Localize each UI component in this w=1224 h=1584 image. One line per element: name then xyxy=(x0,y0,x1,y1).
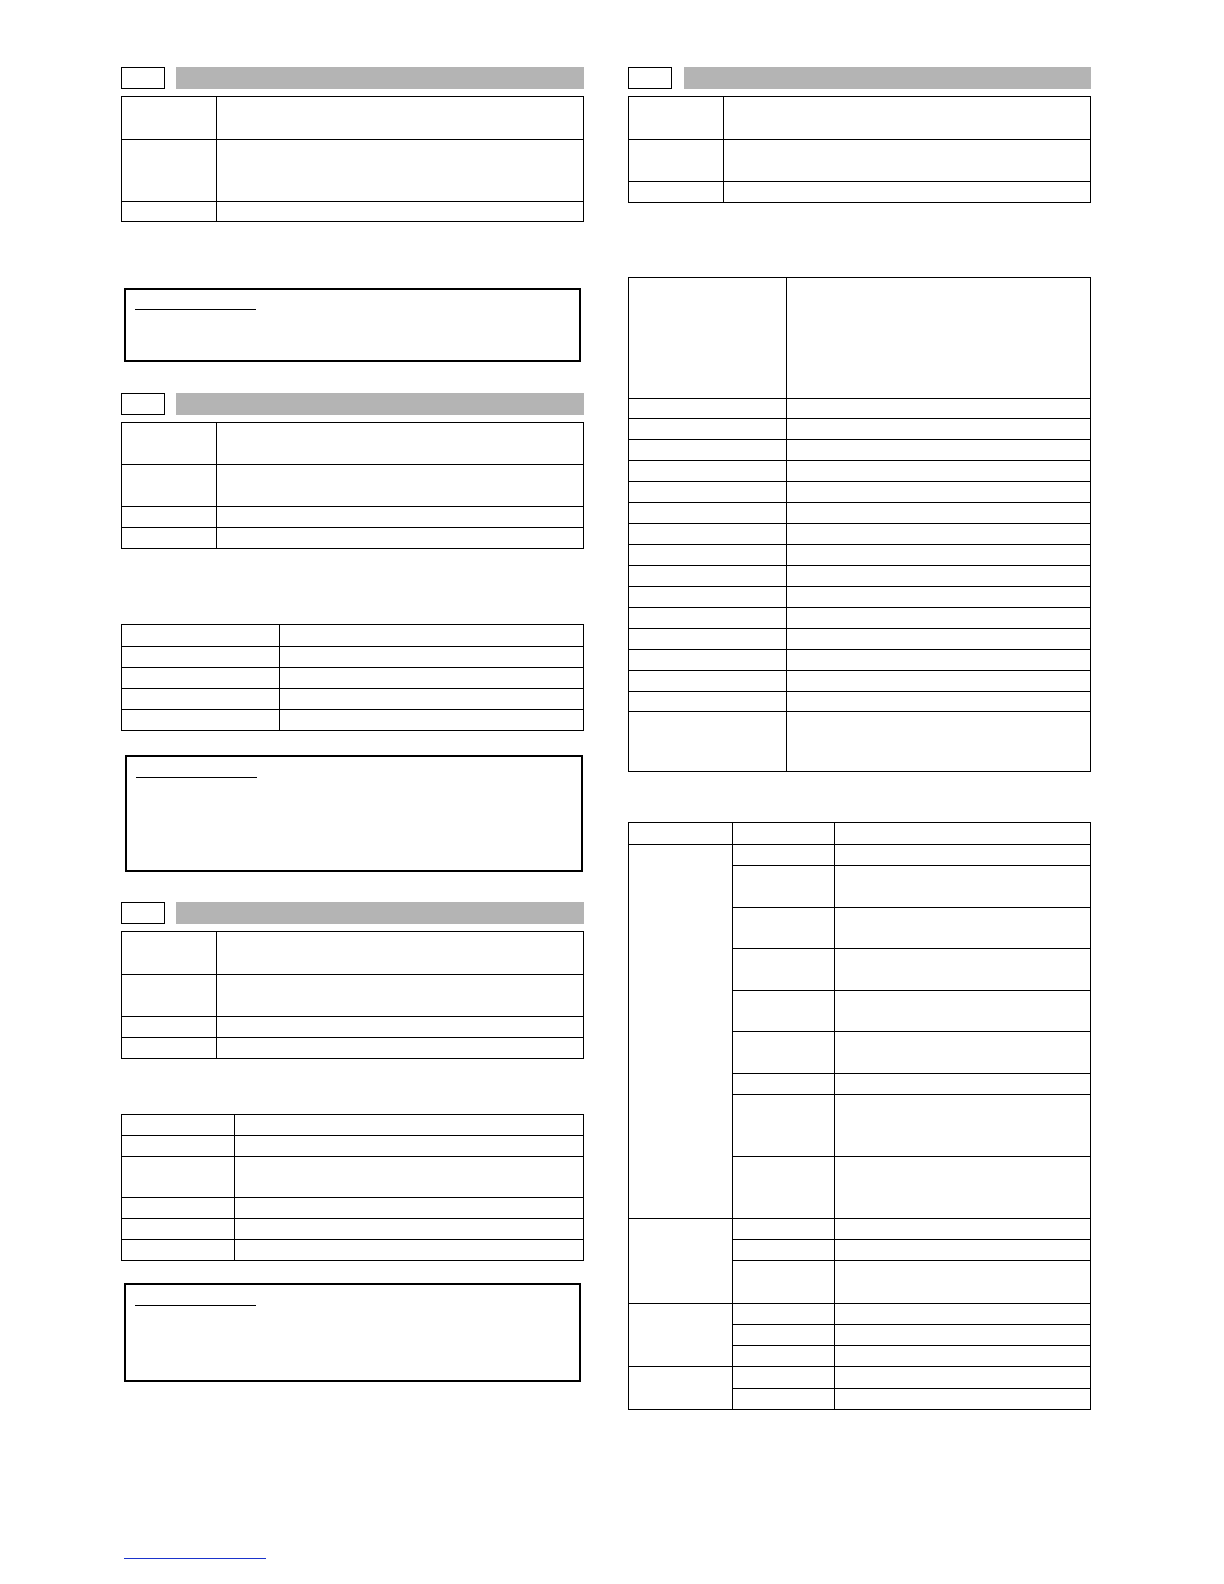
table-row xyxy=(629,545,1091,566)
item-list-table xyxy=(628,277,1091,772)
table-row xyxy=(629,419,1091,440)
note-box xyxy=(124,288,581,362)
table-row xyxy=(629,566,1091,587)
note-heading-rule xyxy=(135,309,256,310)
note-box xyxy=(124,1283,581,1382)
table-row xyxy=(122,202,584,222)
table-row xyxy=(629,845,1091,866)
table-row xyxy=(122,932,584,975)
table-row xyxy=(122,140,584,202)
table-row xyxy=(629,1304,1091,1325)
table-row xyxy=(629,482,1091,503)
table-row xyxy=(122,465,584,507)
table-row xyxy=(629,182,1091,203)
table-row xyxy=(122,1240,584,1261)
table-row xyxy=(629,692,1091,712)
detail-table xyxy=(628,822,1091,1410)
table-row xyxy=(122,423,584,465)
note-heading-rule xyxy=(136,777,257,778)
table-row xyxy=(122,689,584,710)
table-row xyxy=(122,625,584,647)
table-row xyxy=(629,1219,1091,1240)
section-info-table xyxy=(121,96,584,222)
table-row xyxy=(629,140,1091,182)
section-code-box xyxy=(121,902,165,924)
note-heading-rule xyxy=(135,1305,256,1306)
table-row xyxy=(122,1115,584,1136)
table-row xyxy=(629,524,1091,545)
table-row xyxy=(122,975,584,1017)
table-row xyxy=(629,440,1091,461)
table-row xyxy=(629,97,1091,140)
table-row xyxy=(629,671,1091,692)
table-row xyxy=(122,1017,584,1038)
section-title-bar xyxy=(176,393,584,415)
table-row xyxy=(122,668,584,689)
table-row xyxy=(122,647,584,668)
note-box xyxy=(125,755,583,872)
table-row xyxy=(629,587,1091,608)
table-row xyxy=(122,710,584,731)
table-row xyxy=(629,823,1091,845)
table-row xyxy=(122,1038,584,1059)
table-row xyxy=(629,503,1091,524)
table-row xyxy=(629,608,1091,629)
table-row xyxy=(629,399,1091,419)
setting-table xyxy=(121,624,584,731)
table-row xyxy=(629,650,1091,671)
section-title-bar xyxy=(176,67,584,89)
table-row xyxy=(122,1219,584,1240)
section-code-box xyxy=(628,67,672,89)
section-info-table xyxy=(628,96,1091,203)
table-row xyxy=(629,629,1091,650)
footer-link[interactable] xyxy=(124,1558,266,1559)
table-row xyxy=(122,528,584,549)
table-row xyxy=(629,1367,1091,1389)
setting-table xyxy=(121,1114,584,1261)
table-row xyxy=(629,278,1091,399)
section-info-table xyxy=(121,422,584,549)
table-row xyxy=(122,507,584,528)
table-row xyxy=(629,712,1091,772)
table-row xyxy=(122,1136,584,1157)
table-row xyxy=(122,1198,584,1219)
section-info-table xyxy=(121,931,584,1059)
table-row xyxy=(122,1157,584,1198)
section-code-box xyxy=(121,393,165,415)
table-row xyxy=(629,461,1091,482)
table-row xyxy=(122,97,584,140)
section-title-bar xyxy=(176,902,584,924)
section-title-bar xyxy=(684,67,1091,89)
section-code-box xyxy=(121,67,165,89)
